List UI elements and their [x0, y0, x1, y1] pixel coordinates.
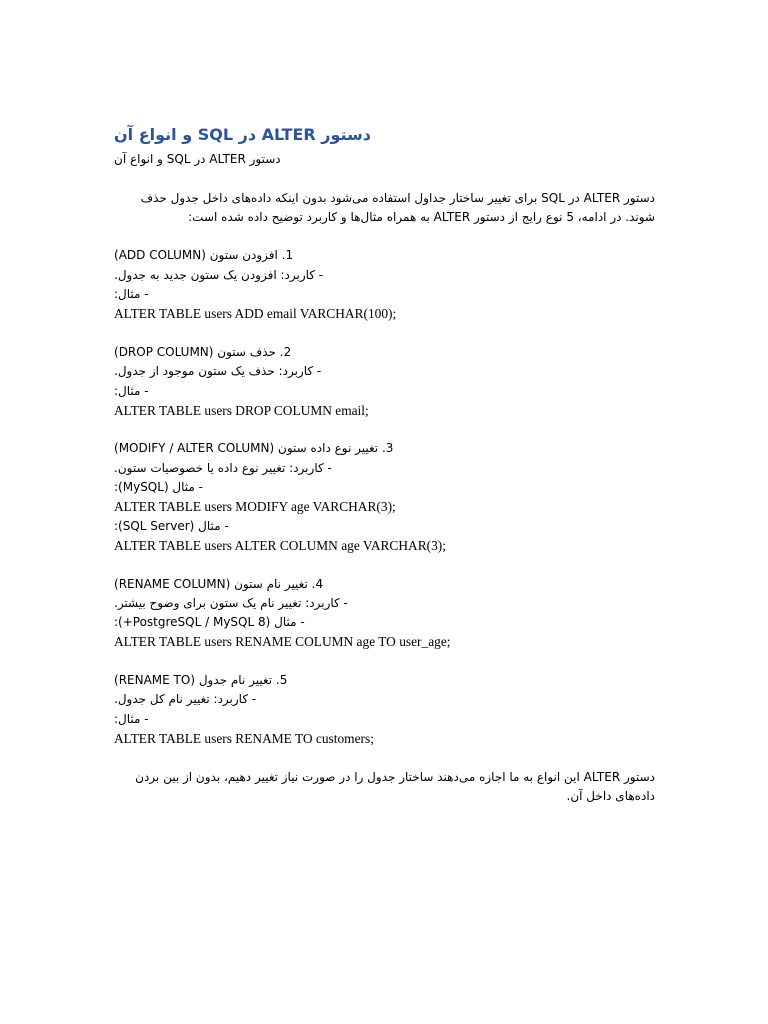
- conclusion-paragraph: دستور ALTER این انواع به ما اجازه می‌دهند ساختار جدول را در صورت نیاز تغییر دهیم، بدون از بین بردن داده‌های داخل آن.: [135, 769, 655, 803]
- section-modify-column: [114, 439, 655, 555]
- section-usage: - کاربرد: تغییر نام کل جدول.: [114, 692, 257, 707]
- section-usage: - کاربرد: تغییر نوع داده یا خصوصیات ستون.: [114, 460, 332, 475]
- section-drop-column: [114, 343, 655, 420]
- section-rename-table: [114, 671, 655, 748]
- section-add-column: [114, 246, 655, 323]
- section-heading: 4. تغییر نام ستون (RENAME COLUMN): [114, 576, 324, 591]
- sql-code-line: ALTER TABLE users DROP COLUMN email;: [114, 402, 369, 418]
- section-example-label: - مثال:: [114, 711, 149, 726]
- section-heading: 3. تغییر نوع داده ستون (MODIFY / ALTER COLUMN): [114, 441, 394, 456]
- section-example-label: - مثال:: [114, 287, 149, 302]
- section-heading: 1. افزودن ستون (ADD COLUMN): [114, 248, 294, 263]
- intro-paragraph: دستور ALTER در SQL برای تغییر ساختار جداول استفاده می‌شود بدون اینکه داده‌های داخل جدول حذف شوند. در ادامه، 5 نوع رایج از دستور ALTER به همراه مثال‌ها و کاربرد توضیح داده شده است:: [140, 190, 655, 224]
- sql-code-line-2: ALTER TABLE users ALTER COLUMN age VARCHAR(3);: [114, 537, 446, 553]
- section-heading: 2. حذف ستون (DROP COLUMN): [114, 344, 292, 359]
- section-usage: - کاربرد: حذف یک ستون موجود از جدول.: [114, 364, 322, 379]
- sql-code-line: ALTER TABLE users ADD email VARCHAR(100);: [114, 306, 397, 322]
- sql-code-line: ALTER TABLE users MODIFY age VARCHAR(3);: [114, 499, 396, 515]
- section-heading: 5. تغییر نام جدول (RENAME TO): [114, 673, 288, 688]
- section-usage: - کاربرد: تغییر نام یک ستون برای وضوح بیشتر.: [114, 595, 348, 610]
- document-subtitle: دستور ALTER در SQL و انواع آن: [114, 152, 281, 166]
- section-usage: - کاربرد: افزودن یک ستون جدید به جدول.: [114, 267, 324, 282]
- sql-code-line: ALTER TABLE users RENAME TO customers;: [114, 730, 374, 746]
- section-example-label: - مثال (PostgreSQL / MySQL 8+):: [114, 615, 305, 630]
- sql-code-line: ALTER TABLE users RENAME COLUMN age TO user_age;: [114, 634, 451, 650]
- document-title: دستور ALTER در SQL و انواع آن: [114, 125, 372, 144]
- section-rename-column: [114, 575, 655, 652]
- section-example-label: - مثال (MySQL):: [114, 480, 204, 495]
- section-example-label-2: - مثال (SQL Server):: [114, 518, 229, 533]
- section-example-label: - مثال:: [114, 383, 149, 398]
